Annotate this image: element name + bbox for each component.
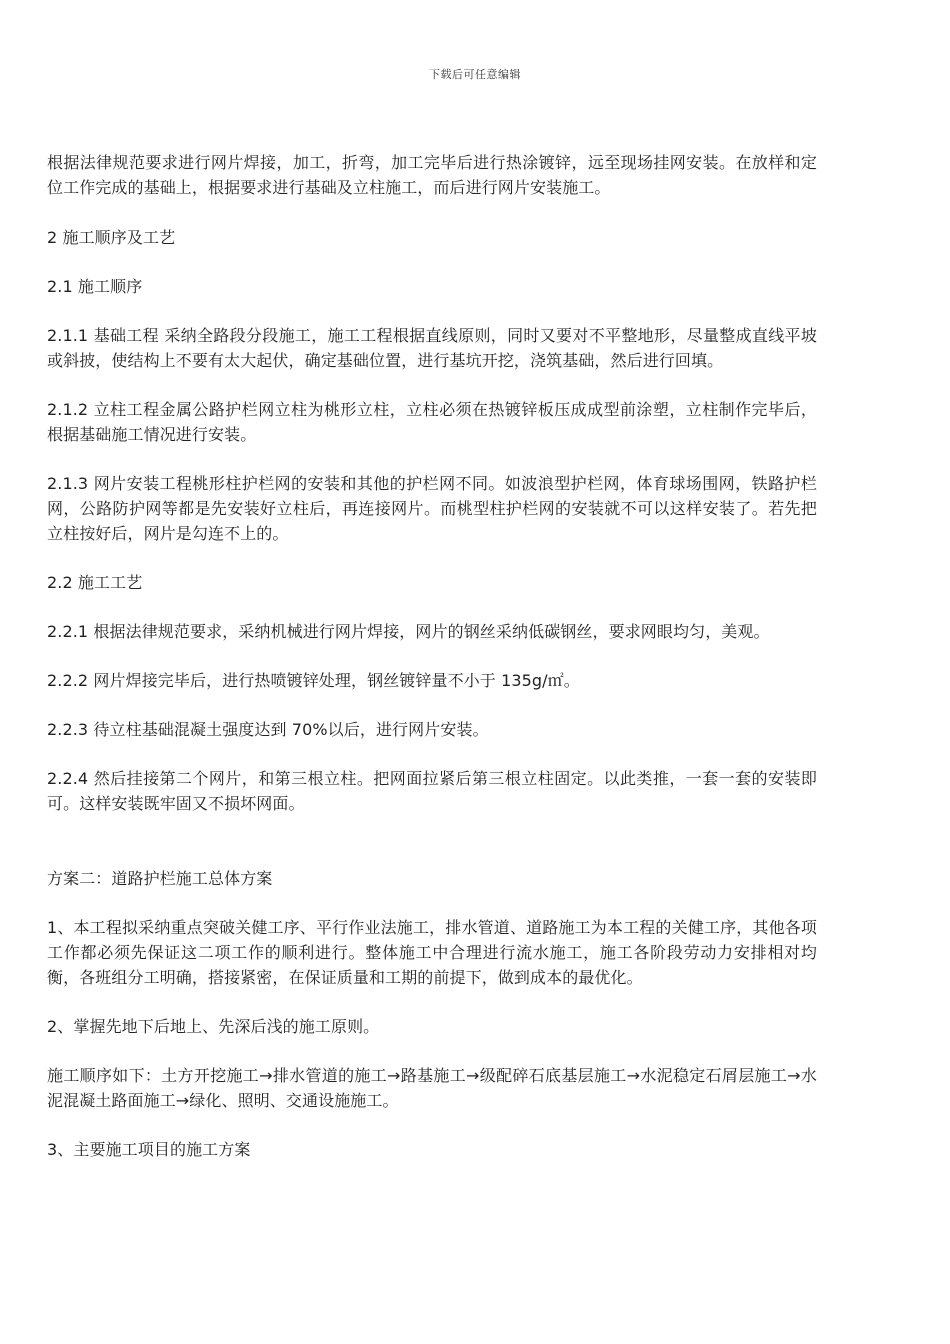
document-body	[47, 150, 817, 1162]
paragraph-plan-item-3: 3、主要施工项目的施工方案	[47, 1140, 251, 1159]
paragraph-2-1-3: 2.1.3 网片安装工程桃形柱护栏网的安装和其他的护栏网不同。如波浪型护栏网，体育球场围网，铁路护栏网，公路防护网等都是先安装好立柱后，再连接网片。而桃型柱护栏网的安装就不可以这样安装了。若先把立柱按好后，网片是勾连不上的。	[47, 474, 817, 543]
paragraph-plan-item-1: 1、本工程拟采纳重点突破关健工序、平行作业法施工，排水管道、道路施工为本工程的关健工序，其他各项工作都必须先保证这二项工作的顺利进行。整体施工中合理进行流水施工，施工各阶段劳动力安排相对均衡，各班组分工明确，搭接紧密，在保证质量和工期的前提下，做到成本的最优化。	[47, 918, 817, 987]
paragraph-2-1-2: 2.1.2 立柱工程金属公路护栏网立柱为桃形立柱，立柱必须在热镀锌板压成成型前涂塑，立柱制作完毕后，根据基础施工情况进行安装。	[47, 400, 817, 444]
paragraph-2-2-2: 2.2.2 网片焊接完毕后，进行热喷镀锌处理，钢丝镀锌量不小于 135g/㎡。	[47, 671, 580, 690]
paragraph-2-2-1: 2.2.1 根据法律规范要求，采纳机械进行网片焊接，网片的钢丝采纳低碳钢丝，要求网眼均匀，美观。	[47, 622, 770, 641]
paragraph-construction-sequence: 施工顺序如下：土方开挖施工→排水管道的施工→路基施工→级配碎石底基层施工→水泥稳定石屑层施工→水泥混凝土路面施工→绿化、照明、交通设施施工。	[47, 1066, 817, 1110]
paragraph-2-2-4: 2.2.4 然后挂接第二个网片，和第三根立柱。把网面拉紧后第三根立柱固定。以此类推，一套一套的安装即可。这样安装既牢固又不损坏网面。	[47, 769, 817, 813]
paragraph-2-2-3: 2.2.3 待立柱基础混凝土强度达到 70%以后，进行网片安装。	[47, 720, 489, 739]
paragraph-plan-item-2: 2、掌握先地下后地上、先深后浅的施工原则。	[47, 1017, 380, 1036]
heading-section-2: 2 施工顺序及工艺	[47, 228, 176, 247]
heading-section-2-1: 2.1 施工顺序	[47, 277, 143, 296]
paragraph-2-1-1: 2.1.1 基础工程 采纳全路段分段施工，施工工程根据直线原则，同时又要对不平整地形，尽量整成直线平坡或斜披，使结构上不要有太大起伏，确定基础位置，进行基坑开挖，浇筑基础，然后进行回填。	[47, 326, 817, 370]
heading-section-2-2: 2.2 施工工艺	[47, 573, 143, 592]
heading-plan-two: 方案二：道路护栏施工总体方案	[47, 869, 273, 888]
paragraph-intro: 根据法律规范要求进行网片焊接，加工，折弯，加工完毕后进行热涂镀锌，远至现场挂网安装。在放样和定位工作完成的基础上，根据要求进行基础及立柱施工，而后进行网片安装施工。	[47, 153, 817, 197]
page-header-note: 下载后可任意编辑	[429, 68, 521, 81]
